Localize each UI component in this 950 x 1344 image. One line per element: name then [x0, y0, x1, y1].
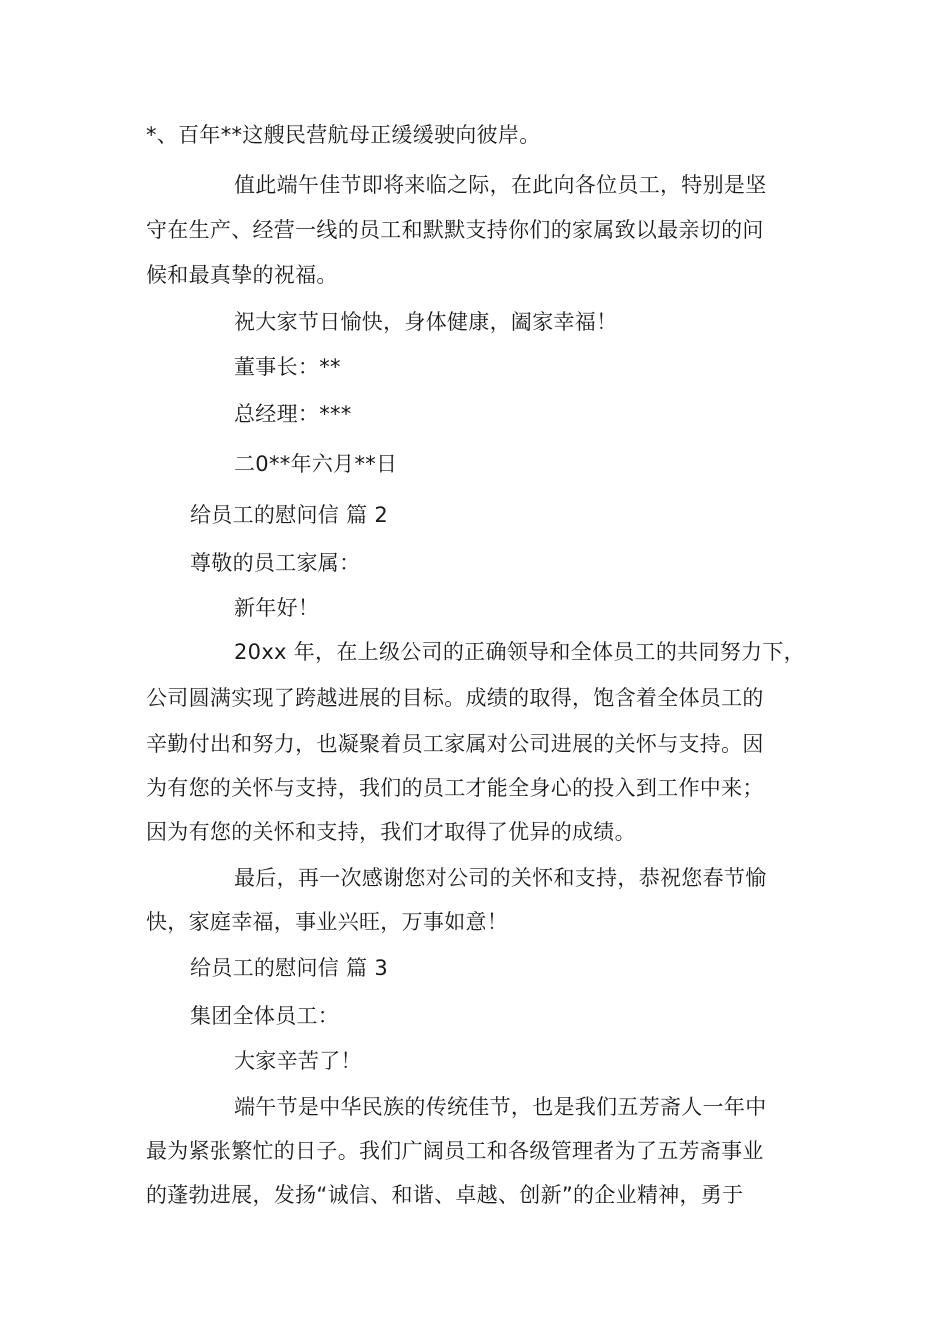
paragraph-dragon-boat-line3: 的蓬勃进展，发扬“诚信、和谐、卓越、创新”的企业精神，勇于	[146, 1183, 744, 1207]
salutation-staff: 集团全体员工：	[190, 1004, 340, 1028]
paragraph-achievement-line2: 公司圆满实现了跨越进展的目标。成绩的取得，饱含着全体员工的	[146, 686, 764, 710]
salutation-family: 尊敬的员工家属：	[190, 551, 361, 575]
paragraph-greeting-line2: 守在生产、经营一线的员工和默默支持你们的家属致以最亲切的问	[146, 218, 764, 242]
new-year-greeting: 新年好！	[234, 596, 320, 620]
signature-general-manager: 总经理：***	[234, 402, 352, 426]
paragraph-thanks-start: 最后，再一次感谢您对公司的关怀和支持，恭祝您春节愉	[234, 866, 767, 890]
signature-chairman: 董事长：**	[234, 355, 341, 379]
text-line-continuation: *、百年**这艘民营航母正缓缓驶向彼岸。	[146, 123, 541, 147]
paragraph-achievement-line4: 为有您的关怀与支持，我们的员工才能全身心的投入到工作中来；	[146, 776, 764, 800]
paragraph-dragon-boat-start: 端午节是中华民族的传统佳节，也是我们五芳斋人一年中	[234, 1095, 767, 1119]
paragraph-dragon-boat-line2: 最为紧张繁忙的日子。我们广阔员工和各级管理者为了五芳斋事业	[146, 1139, 764, 1163]
paragraph-wishes: 祝大家节日愉快，身体健康，阖家幸福！	[234, 310, 618, 334]
section-heading-2: 给员工的慰问信 篇 2	[190, 503, 389, 527]
paragraph-thanks-line2: 快，家庭幸福，事业兴旺，万事如意！	[146, 910, 509, 934]
paragraph-greeting-line3: 候和最真挚的祝福。	[146, 263, 338, 287]
paragraph-greeting-start: 值此端午佳节即将来临之际，在此向各位员工，特别是坚	[234, 173, 767, 197]
hard-work-greeting: 大家辛苦了！	[234, 1049, 362, 1073]
paragraph-achievement-line5: 因为有您的关怀和支持，我们才取得了优异的成绩。	[146, 820, 636, 844]
paragraph-achievement-line3: 辛勤付出和努力，也凝聚着员工家属对公司进展的关怀与支持。因	[146, 732, 764, 756]
section-heading-3: 给员工的慰问信 篇 3	[190, 956, 389, 980]
date-line: 二0**年六月**日	[234, 452, 398, 476]
paragraph-achievement-start: 20xx 年，在上级公司的正确领导和全体员工的共同努力下，	[234, 640, 805, 664]
